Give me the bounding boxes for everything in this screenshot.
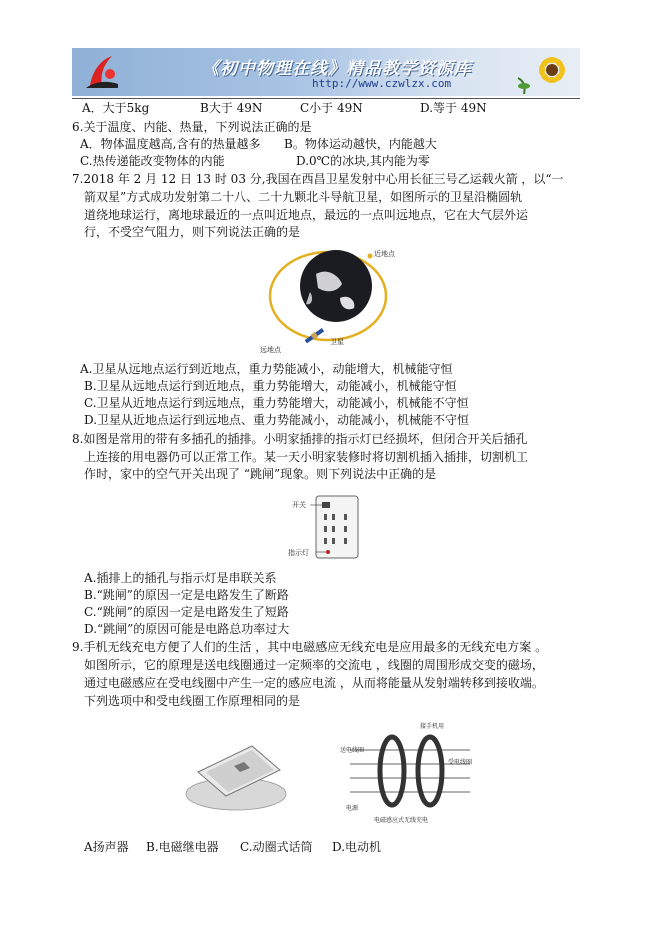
q7-option-d: D.卫星从近地点运行到远地点、重力势能减小，动能减小，机械能不守恒 [84, 413, 470, 427]
switch-button-icon [322, 502, 330, 508]
q7-option-b: B.卫星从远地点运行到近地点，重力势能增大，动能减小，机械能守恒 [84, 379, 457, 393]
q7-stem-line-3: 道绕地球运行，离地球最近的一点叫近地点，最远的一点叫远地点，它在大气层外运 [84, 208, 529, 222]
satellite-icon [304, 327, 325, 344]
label-satellite: 卫星 [330, 338, 344, 346]
banner-title: 《初中物理在线》精品教学资源库 [202, 59, 472, 79]
label-near-point: 近地点 [374, 250, 395, 258]
q5-option-c: C小于 49N [300, 101, 363, 115]
q6-option-d: D.0℃的冰块,其内能为零 [296, 154, 430, 168]
q9-option-b: B.电磁继电器 [146, 840, 219, 854]
q5-option-a: A．大于5kg [82, 101, 150, 115]
label-coil-top: 接手机用 [420, 723, 445, 730]
q5-option-b: B大于 49N [200, 101, 263, 115]
send-coil-icon [380, 737, 404, 805]
q8-option-b: B.“跳闸”的原因一定是电路发生了断路 [84, 588, 289, 602]
induction-coils-figure [340, 720, 480, 826]
q9-option-a: A扬声器 [84, 840, 129, 854]
q9-option-d: D.电动机 [332, 840, 382, 854]
power-strip-figure [288, 492, 366, 564]
label-switch: 开关 [292, 501, 306, 509]
site-logo-icon [82, 52, 122, 92]
receive-coil-icon [418, 737, 442, 805]
q9-stem-line-2: 如图所示，它的原理是送电线圈通过一定频率的交流电 ，线圈的周围形成交变的磁场， [84, 658, 544, 672]
banner-url: http://www.czwlzx.com [312, 77, 452, 90]
q8-option-a: A.插排上的插孔与指示灯是串联关系 [84, 571, 277, 585]
sunflower-icon [514, 50, 574, 94]
label-indicator: 指示灯 [288, 549, 309, 557]
q8-stem-line-1: 8.如图是常用的带有多插孔的插排。小明家插排的指示灯已经损坏，但闭合开关后插孔 [72, 432, 528, 446]
q7-stem-line-4: 行，不受空气阻力，则下列说法正确的是 [84, 225, 301, 239]
q6-option-b: B。物体运动越快，内能越大 [284, 137, 437, 151]
q8-option-d: D.“跳闸”的原因可能是电路总功率过大 [84, 622, 290, 636]
figure-caption: 电磁感应式无线充电 [374, 817, 429, 824]
q9-stem-line-1: 9.手机无线充电方便了人们的生活 ，其中电磁感应无线充电是应用最多的无线充电方案 。 [72, 640, 548, 654]
wireless-charger-figure [180, 732, 292, 818]
q8-option-c: C.“跳闸”的原因一定是电路发生了短路 [84, 605, 289, 619]
q8-stem-line-2: 上连接的用电器仍可以正常工作。某一天小明家装修时将切割机插入插排，切割机工 [84, 450, 529, 464]
q6-option-a: A．物体温度越高,含有的热量越多 [80, 137, 261, 151]
satellite-orbit-figure [256, 244, 406, 356]
q6-option-c: C.热传递能改变物体的内能 [80, 154, 225, 168]
q6-stem: 6.关于温度、内能、热量，下列说法正确的是 [72, 120, 312, 134]
label-power: 电源 [346, 805, 359, 812]
label-send-coil: 送电线圈 [340, 747, 365, 754]
q5-option-d: D.等于 49N [420, 101, 487, 115]
q9-option-c: C.动圈式话筒 [240, 840, 313, 854]
q7-stem-line-2: 箭双星”方式成功发射第二十八、二十九颗北斗导航卫星，如图所示的卫星沿椭圆轨 [84, 190, 523, 204]
q7-option-c: C.卫星从近地点运行到远地点，重力势能增大，动能减小，机械能不守恒 [84, 396, 469, 410]
label-receive-coil: 受电线圈 [448, 759, 473, 766]
q9-stem-line-3: 通过电磁感应在受电线圈中产生一定的感应电流 ，从而将能量从发射端转移到接收端。 [84, 676, 544, 690]
header-rule [72, 98, 580, 99]
header-banner [72, 48, 580, 96]
label-far-point: 远地点 [260, 346, 281, 354]
q9-stem-line-4: 下列选项中和受电线圈工作原理相同的是 [84, 694, 301, 708]
indicator-light-icon [326, 550, 330, 554]
q7-option-a: A.卫星从远地点运行到近地点，重力势能减小，动能增大，机械能守恒 [80, 362, 453, 376]
q8-stem-line-3: 作时，家中的空气开关出现了 “跳闸”现象。则下列说法中正确的是 [84, 467, 437, 481]
q7-stem-line-1: 7.2018 年 2 月 12 日 13 时 03 分,我国在西昌卫星发射中心用长征三号乙运载火箭 ，以“一 [72, 172, 564, 186]
